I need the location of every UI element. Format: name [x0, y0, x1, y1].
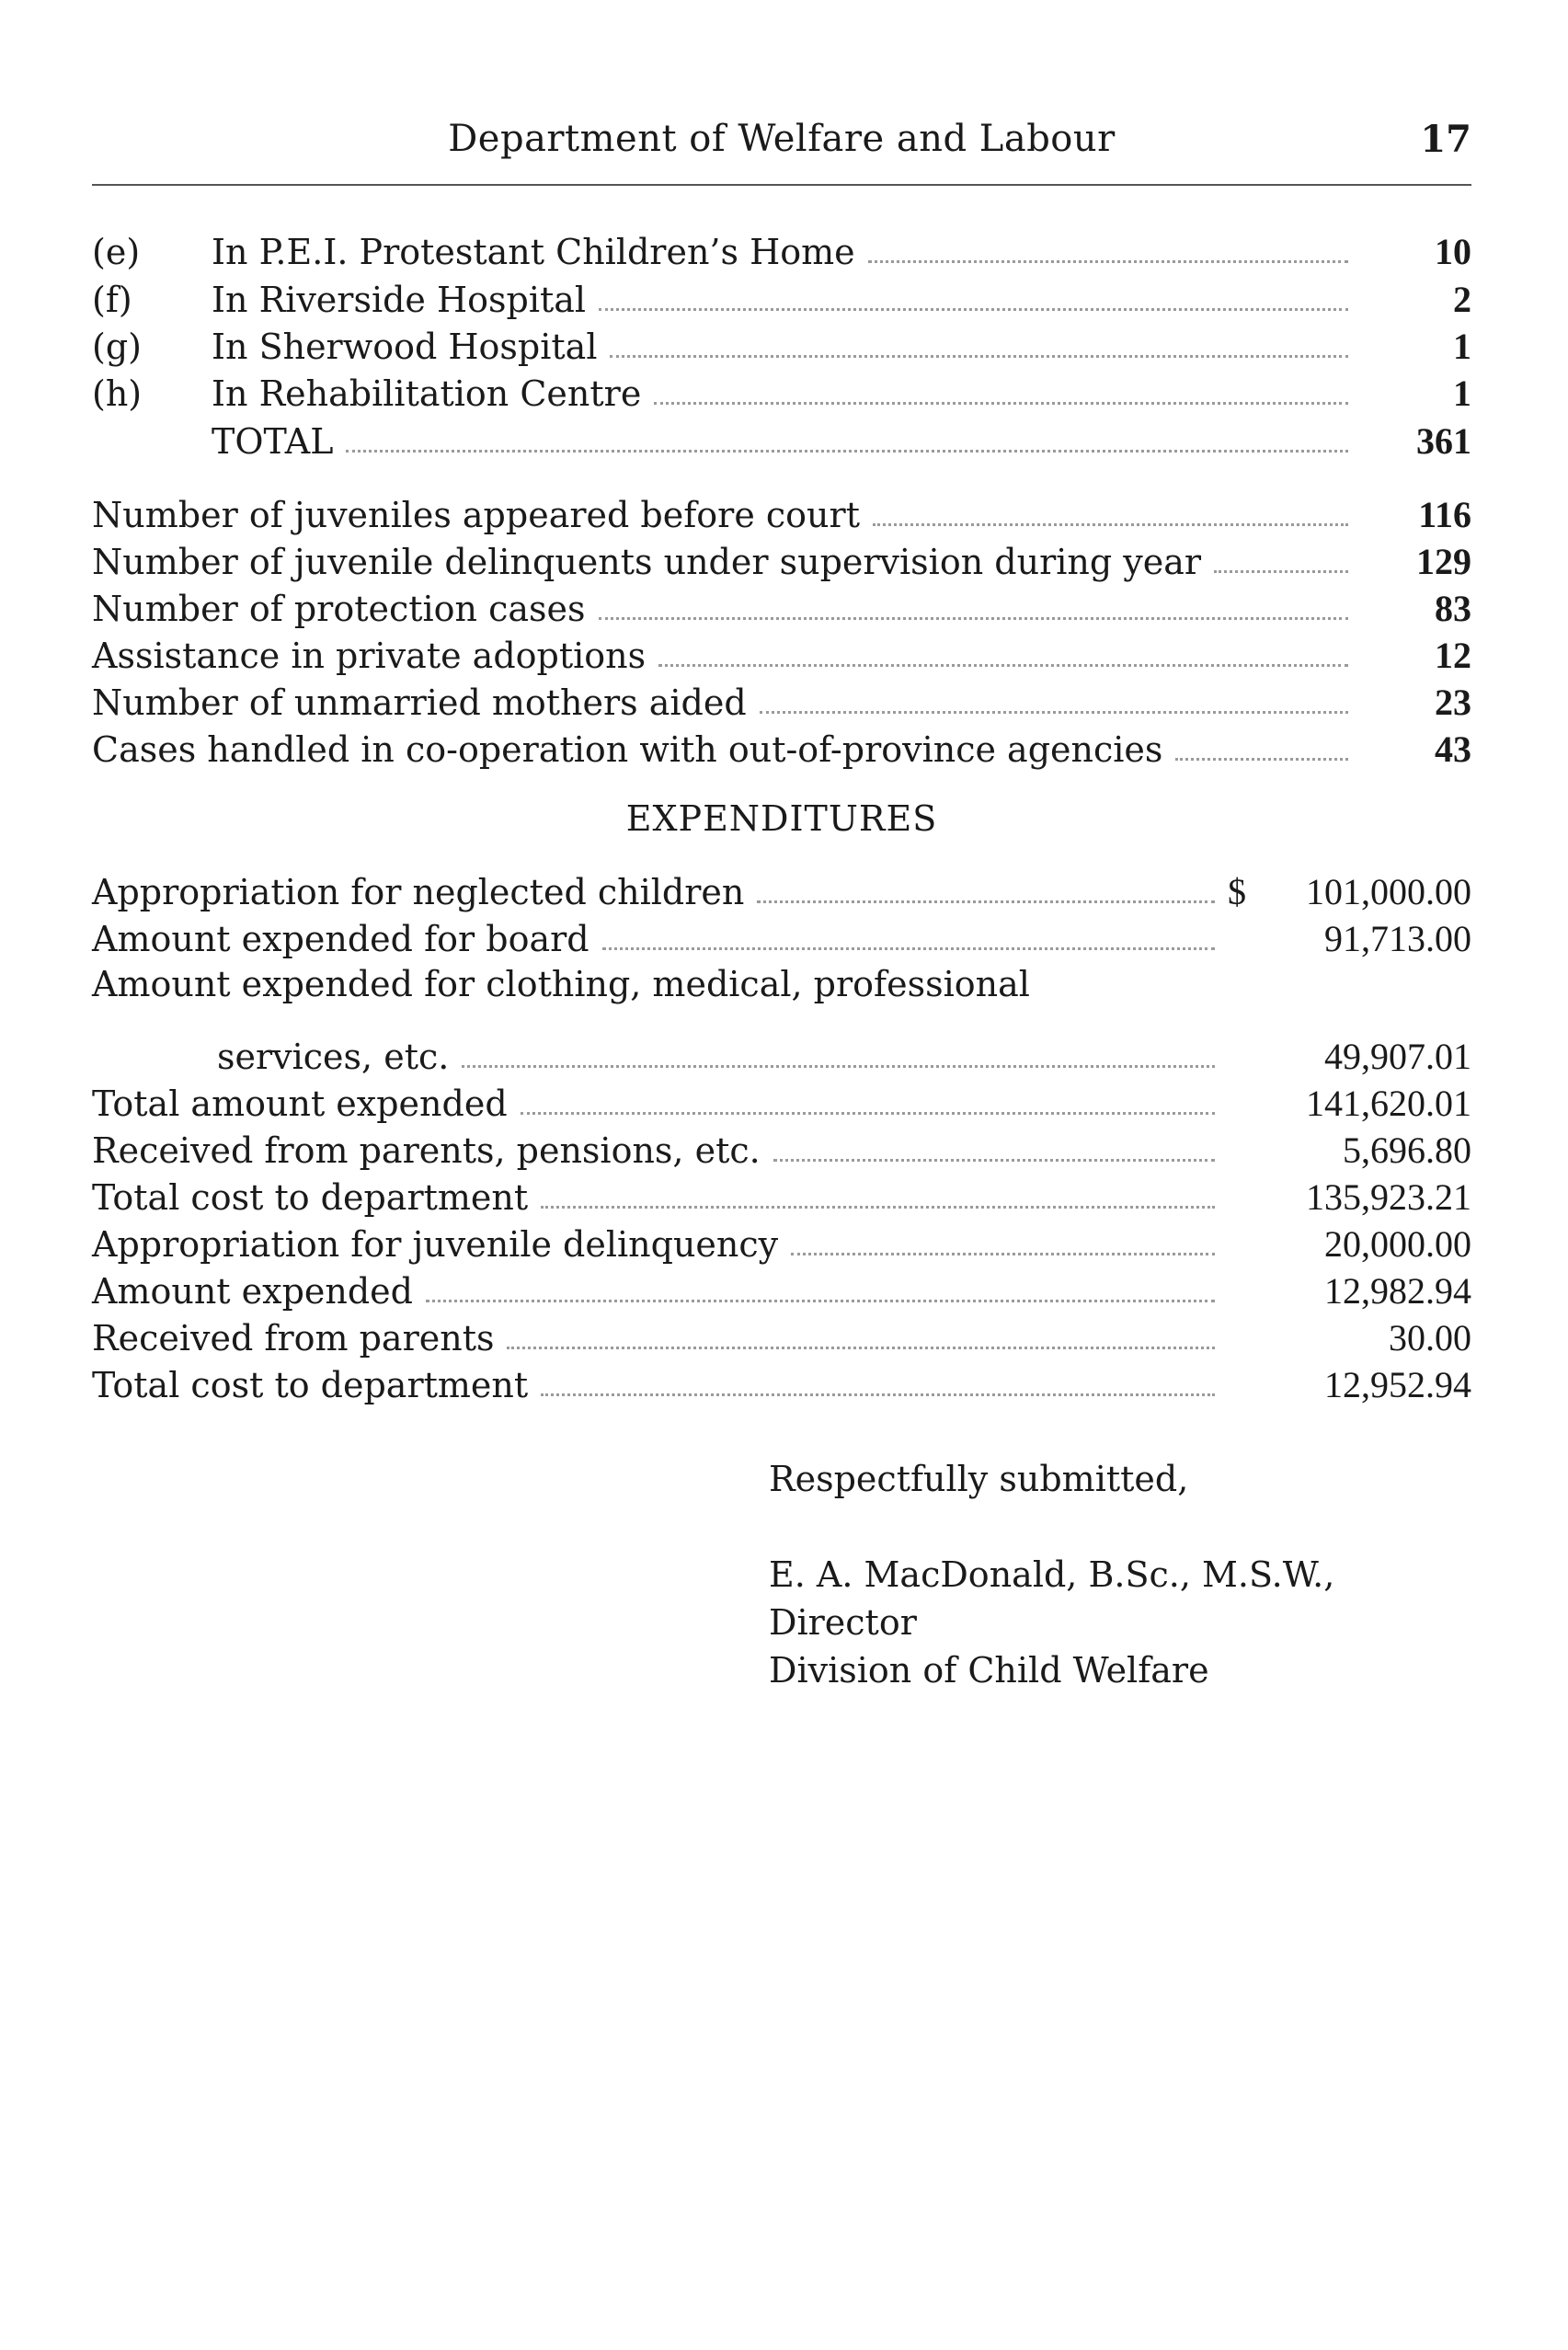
expenditure-amount: 12,982.94 [1324, 1270, 1471, 1312]
dot-leader [773, 1159, 1215, 1162]
item-letter: (h) [92, 373, 143, 414]
signatory-position: Director [769, 1602, 917, 1643]
dot-leader [757, 900, 1215, 903]
placement-row [92, 325, 1471, 369]
expenditure-label: Appropriation for juvenile delinquency [92, 1224, 779, 1265]
expenditure-label: Total cost to department [92, 1177, 529, 1218]
item-value: 2 [1453, 279, 1471, 320]
expenditure-label: Received from parents, pensions, etc. [92, 1130, 761, 1171]
expenditure-label: Amount expended [92, 1271, 413, 1312]
statistic-label: Number of unmarried mothers aided [92, 682, 747, 723]
placement-row [92, 278, 1471, 322]
item-label: In Riverside Hospital [212, 280, 587, 320]
statistic-row [92, 681, 1471, 725]
expenditure-amount: 20,000.00 [1324, 1223, 1471, 1265]
statistic-row [92, 540, 1471, 584]
section-heading: EXPENDITURES [625, 798, 938, 839]
statistic-value: 43 [1435, 728, 1471, 770]
expenditure-amount: 135,923.21 [1306, 1176, 1471, 1218]
dot-leader [599, 308, 1348, 311]
statistic-row [92, 493, 1471, 537]
placement-row [92, 230, 1471, 274]
expenditure-row [92, 1129, 1471, 1173]
expenditure-amount: 12,952.94 [1324, 1364, 1471, 1405]
expenditure-row [92, 1035, 1471, 1079]
closing-line: Respectfully submitted, [769, 1459, 1189, 1499]
statistic-value: 129 [1416, 541, 1471, 582]
dot-leader [1214, 570, 1348, 573]
statistic-value: 116 [1418, 494, 1471, 535]
total-row [92, 419, 1471, 464]
dot-leader [599, 617, 1348, 620]
signatory-division: Division of Child Welfare [769, 1650, 1209, 1691]
statistic-row [92, 587, 1471, 631]
placement-row [92, 372, 1471, 416]
total-label: TOTAL [212, 421, 334, 462]
dot-leader [507, 1347, 1215, 1349]
item-label: In Rehabilitation Centre [212, 373, 642, 414]
item-letter: (f) [92, 280, 132, 320]
dot-leader [462, 1065, 1215, 1068]
header-rule [92, 184, 1471, 186]
item-value: 1 [1453, 373, 1471, 414]
statistic-label: Number of juvenile delinquents under supervision during year [92, 542, 1202, 582]
page-number: 17 [1420, 118, 1471, 161]
expenditure-row [92, 870, 1471, 914]
expenditure-amount: 49,907.01 [1324, 1036, 1471, 1077]
statistic-value: 12 [1435, 635, 1471, 676]
dot-leader [521, 1112, 1215, 1115]
expenditure-row [92, 964, 1471, 1008]
item-value: 1 [1453, 326, 1471, 367]
page-header [92, 118, 1471, 166]
amount-value: 101,000.00 [1306, 871, 1471, 912]
expenditure-amount [1228, 870, 1471, 913]
dot-leader [654, 402, 1348, 405]
item-label: In Sherwood Hospital [212, 327, 598, 367]
signatory-name: E. A. MacDonald, B.Sc., M.S.W., [769, 1554, 1335, 1595]
expenditure-amount: 5,696.80 [1343, 1129, 1471, 1171]
dot-leader [658, 664, 1348, 667]
expenditure-row [92, 1222, 1471, 1267]
dot-leader [760, 711, 1348, 714]
statistic-label: Number of juveniles appeared before court [92, 495, 860, 535]
dot-leader [610, 355, 1348, 358]
dot-leader [602, 947, 1215, 950]
expenditure-amount: 91,713.00 [1324, 918, 1471, 959]
expenditure-label: Amount expended for clothing, medical, professional [92, 964, 1030, 1004]
expenditure-amount: 30.00 [1389, 1317, 1471, 1358]
item-letter: (g) [92, 327, 142, 367]
expenditure-label: Appropriation for neglected children [92, 872, 745, 912]
item-letter: (e) [92, 232, 141, 272]
statistic-value: 83 [1435, 588, 1471, 629]
dot-leader [1175, 758, 1348, 761]
dot-leader [541, 1206, 1215, 1209]
item-label: In P.E.I. Protestant Children’s Home [212, 232, 855, 272]
dot-leader [873, 523, 1348, 526]
expenditure-row [92, 1082, 1471, 1126]
expenditure-row [92, 1175, 1471, 1220]
expenditure-label: Total amount expended [92, 1083, 508, 1124]
expenditure-label: services, etc. [217, 1037, 450, 1077]
dot-leader [346, 450, 1348, 453]
statistic-row [92, 634, 1471, 678]
statistic-row [92, 728, 1471, 772]
statistic-label: Number of protection cases [92, 589, 586, 629]
expenditure-row [92, 1269, 1471, 1313]
expenditure-row [92, 917, 1471, 961]
dot-leader [541, 1393, 1215, 1396]
expenditure-label: Amount expended for board [92, 919, 589, 959]
item-value: 10 [1435, 231, 1471, 272]
statistic-label: Cases handled in co-operation with out-of-province agencies [92, 729, 1163, 770]
expenditure-amount: 141,620.01 [1306, 1083, 1471, 1124]
expenditure-label: Total cost to department [92, 1365, 529, 1405]
currency-symbol: $ [1228, 871, 1246, 912]
dot-leader [868, 260, 1348, 263]
running-head-title: Department of Welfare and Labour [448, 118, 1116, 160]
expenditure-label: Received from parents [92, 1318, 495, 1358]
expenditure-row [92, 1316, 1471, 1360]
statistic-value: 23 [1435, 682, 1471, 723]
dot-leader [426, 1300, 1215, 1302]
total-value: 361 [1416, 420, 1471, 462]
expenditure-row [92, 1363, 1471, 1407]
dot-leader [791, 1253, 1215, 1255]
statistic-label: Assistance in private adoptions [92, 636, 647, 676]
